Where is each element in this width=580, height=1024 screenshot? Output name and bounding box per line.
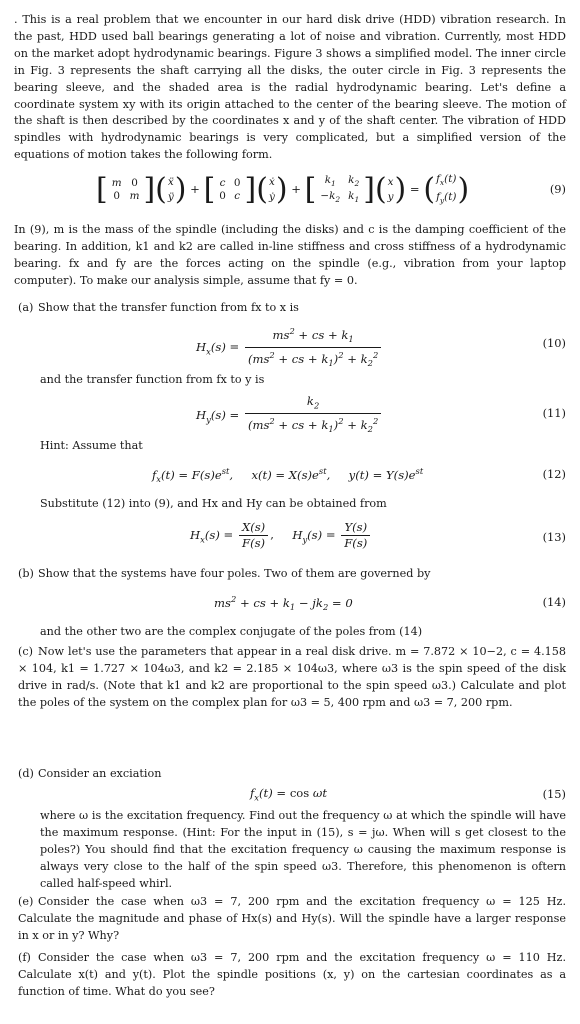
equation-number: (13)	[542, 530, 566, 544]
equation-number: (9)	[549, 182, 566, 196]
equation-number: (15)	[542, 787, 566, 801]
part-e: (e) Consider the case when ω3 = 7, 200 rpm and the excitation frequency ω = 125 Hz. Calculate the magnitude and phase of Hx(s) and Hy(s). Will the spindle have a larger response in x or in y? Why?	[18, 895, 566, 942]
part-c: (c) Now let's use the parameters that appear in a real disk drive. m = 7.872 × 10−2, c = 4.158 × 104, k1 = 1.727 × 104ω3, and k2 = 2.185 × 104ω3, where ω3 is the spin speed of the disk drive in rad/s. (Note that k1 and k2 are proportional to the spin speed ω3.) Calculate and plot the poles of the system on the complex plan for ω3 = 5, 400 rpm and ω3 = 7, 200 rpm.	[18, 645, 566, 709]
part-f: (f) Consider the case when ω3 = 7, 200 rpm and the excitation frequency ω = 110 Hz. Calculate x(t) and y(t). Plot the spindle positions (x, y) on the cartesian coordinates as a function of time. What do you see?	[18, 951, 566, 998]
part-d-text2: where ω is the excitation frequency. Find out the frequency ω at which the spindle will have the maximum response. (Hint: For the input in (15), s = jω. When will s get closest to the poles?) You should find that the excitation frequency ω causing the maximum response is always very close to the half of the spin speed ω3. Therefore, this phenomenon is oftern called half-speed whirl.	[40, 809, 566, 890]
part-b-text2: and the other two are the complex conjugate of the poles from (14)	[40, 625, 423, 638]
part-b: (b) Show that the systems have four poles. Two of them are governed by	[18, 567, 431, 580]
substitute-text: Substitute (12) into (9), and Hx and Hy can be obtained from	[40, 497, 387, 510]
equation-10: $H_x(s)$ = $\frac{ms^2 + cs + k_1}{(ms^2 + cs + k_1)^2 + k_2^2}$ (10)	[196, 326, 566, 369]
equation-11: $H_y(s)$ = $\frac{k_2}{(ms^2 + cs + k_1)^2 + k_2^2}$ (11)	[196, 394, 566, 435]
equation-number: (14)	[542, 595, 566, 609]
equation-13: $H_x(s)$ = $\frac{X(s)}{F(s)}$ , $H_y(s)$ = $\frac{Y(s)}{F(s)}$ (13)	[190, 520, 566, 550]
equation-number: (10)	[542, 336, 566, 350]
equation-14: $ms^2$ + cs + $k_1 - jk_2 = 0$ (14)	[214, 594, 566, 613]
part-a: (a) Show that the transfer function from fx to x is	[18, 301, 299, 314]
equation-12: $f_x(t) = F(s)e^{st}$, $x(t) = X(s)e^{st}$, $y(t) = Y(s)e^{st}$ (12)	[152, 466, 566, 485]
equation-number: (11)	[542, 406, 566, 420]
part-d: (d) Consider an exciation	[18, 767, 162, 780]
equation-number: (12)	[542, 467, 566, 481]
equation-15: $f_x(t) = \cos \omega t$ (15)	[250, 786, 566, 803]
intro-paragraph: . This is a real problem that we encounter in our hard disk drive (HDD) vibration research. In the past, HDD used ball bearings generating a lot of noise and vibration. Currently, most HDD on the market adopt hydrodynamic bearings. Figure 3 shows a simplified model. The inner circle in Fig. 3 represents the shaft carrying all the disks, the outer circle in Fig. 3 represents the bearing sleeve, and the shaded area is the radial hydrodynamic bearing. Let's define a coordinate system xy with its origin attached to the center of the bearing sleeve. The motion of the shaft is then described by the coordinates x and y of the shaft center. The vibration of HDD spindles with hydrodynamic bearings is very complicated, but a simplified version of the equations of motion takes the following form.	[14, 13, 566, 162]
part-a-text2: and the transfer function from fx to y is	[40, 373, 265, 386]
after-eq9-paragraph: In (9), m is the mass of the spindle (including the disks) and c is the damping coefficient of the bearing. In addition, k1 and k2 are called in-line stiffness and cross stiffness of a hydrodynamic bearing. fx and fy are the forces acting on the spindle (e.g., vibration from your laptop computer). To make our analysis simple, assume that fy = 0.	[14, 223, 566, 287]
equation-9: [ m 0 0 m ]( ẍ ÿ ) + [ c 0 0 c ]( ẋ ẏ ) + [ $k_1$ $k_2$ $-k_2$ $k_1$ ]( x y ) = ( $f_x(t)$ $f_y(t)$ ) (9)	[96, 172, 566, 208]
hint: Hint: Assume that	[40, 439, 143, 452]
